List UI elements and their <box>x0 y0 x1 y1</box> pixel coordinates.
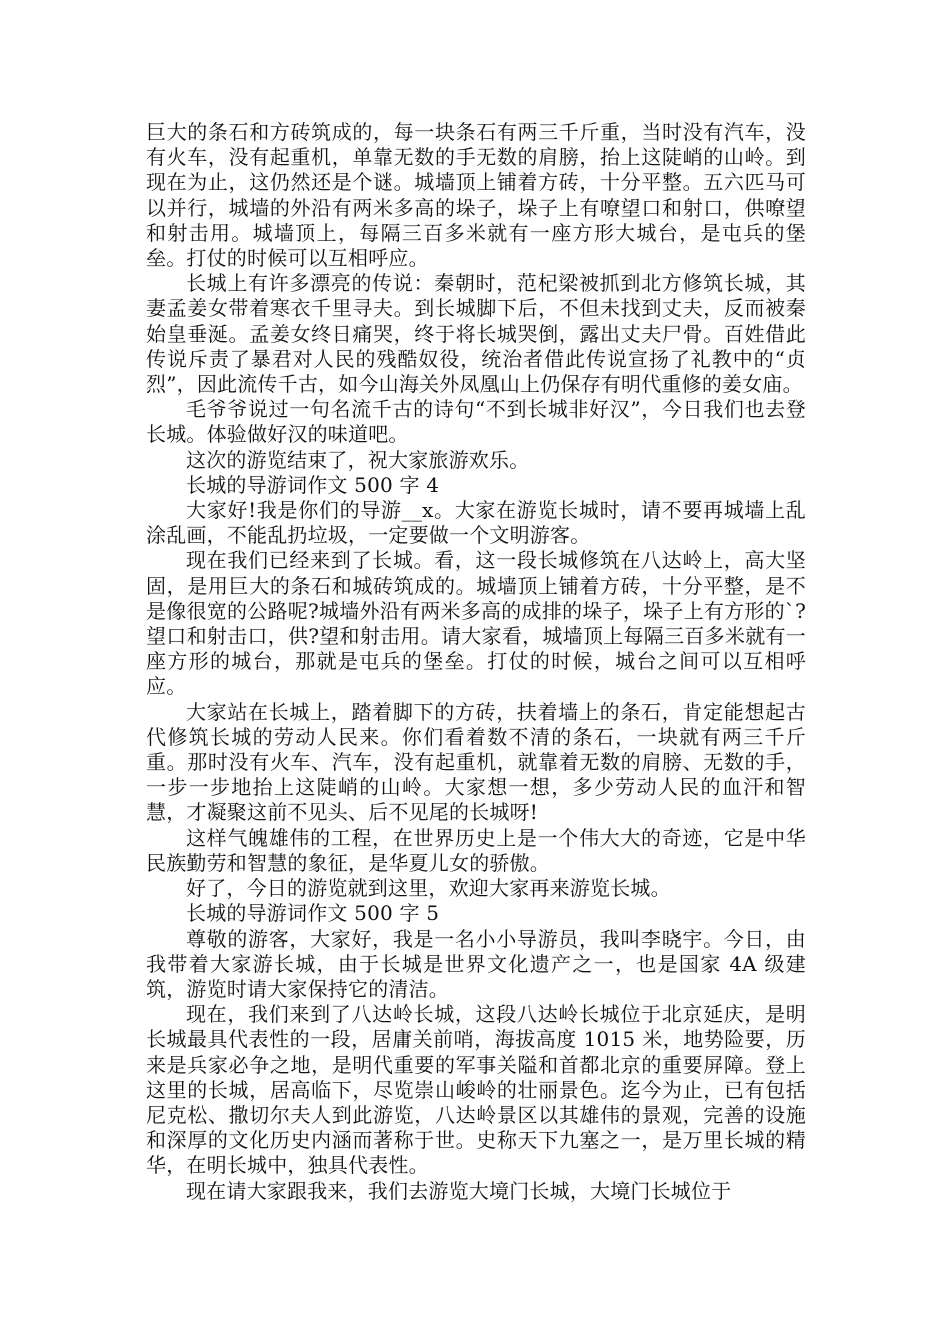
paragraph-10: 好了，今日的游览就到这里，欢迎大家再来游览长城。 <box>186 876 671 901</box>
paragraph-14: 现在请大家跟我来，我们去游览大境门长城，大境门长城位于 <box>186 1178 732 1203</box>
paragraph-9: 这样气魄雄伟的工程，在世界历史上是一个伟大大的奇迹，它是中华民族勤劳和智慧的象征，是华夏儿女的骄傲。 <box>146 825 806 875</box>
paragraph-13: 现在，我们来到了八达岭长城，这段八达岭长城位于北京延庆，是明长城最具代表性的一段，居庸关前哨，海拔高度 1015 米，地势险要，历来是兵家必争之地，是明代重要的军事关隘和首都北京的重要屏障。登上这里的长城，居高临下，尽览崇山峻岭的壮丽景色。迄今为止，已有包括尼克松、撒切尔夫人到此游览，八达岭景区以其雄伟的景观，完善的设施和深厚的文化历史内涵而著称于世。史称天下九塞之一，是万里长城的精华，在明长城中，独具代表性。 <box>146 1002 806 1178</box>
document-page <box>146 120 806 1204</box>
paragraph-8: 大家站在长城上，踏着脚下的方砖，扶着墙上的条石，肯定能想起古代修筑长城的劳动人民来。你们看着数不清的条石，一块就有两三千斤重。那时没有火车、汽车，没有起重机，就靠着无数的肩膀、无数的手，一步一步地抬上这陡峭的山岭。大家想一想，多少劳动人民的血汗和智慧，才凝聚这前不见头、后不见尾的长城呀! <box>146 699 806 825</box>
paragraph-4: 这次的游览结束了，祝大家旅游欢乐。 <box>186 447 530 472</box>
paragraph-3: 毛爷爷说过一句名流千古的诗句“不到长城非好汉”，今日我们也去登长城。体验做好汉的味道吧。 <box>146 397 806 447</box>
paragraph-12: 尊敬的游客，大家好，我是一名小小导游员，我叫李晓宇。今日，由我带着大家游长城，由于长城是世界文化遗产之一，也是国家 4A 级建筑，游览时请大家保持它的清洁。 <box>146 926 806 1001</box>
section-heading-4: 长城的导游词作文 500 字 4 <box>186 472 440 497</box>
paragraph-1: 巨大的条石和方砖筑成的，每一块条石有两三千斤重，当时没有汽车，没有火车，没有起重机，单靠无数的手无数的肩膀，抬上这陡峭的山岭。到现在为止，这仍然还是个谜。城墙顶上铺着方砖，十分平整。五六匹马可以并行，城墙的外沿有两米多高的垛子，垛子上有嘹望口和射口，供嘹望和射击用。城墙顶上，每隔三百多米就有一座方形大城台，是屯兵的堡垒。打仗的时候可以互相呼应。 <box>146 120 806 271</box>
paragraph-6: 大家好!我是你们的导游__x。大家在游览长城时，请不要再城墙上乱涂乱画，不能乱扔垃圾，一定要做一个文明游客。 <box>146 498 806 548</box>
paragraph-7: 现在我们已经来到了长城。看，这一段长城修筑在八达岭上，高大坚固，是用巨大的条石和城砖筑成的。城墙顶上铺着方砖，十分平整，是不是像很宽的公路呢?城墙外沿有两米多高的成排的垛子，垛子上有方形的`?望口和射击口，供?望和射击用。请大家看，城墙顶上每隔三百多米就有一座方形的城台，那就是屯兵的堡垒。打仗的时候，城台之间可以互相呼应。 <box>146 548 806 699</box>
paragraph-2: 长城上有许多漂亮的传说：秦朝时，范杞梁被抓到北方修筑长城，其妻孟姜女带着寒衣千里寻夫。到长城脚下后，不但未找到丈夫，反而被秦始皇垂涎。孟姜女终日痛哭，终于将长城哭倒，露出丈夫尸骨。百姓借此传说斥责了暴君对人民的残酷奴役，统治者借此传说宣扬了礼教中的“贞烈”，因此流传千古，如今山海关外凤凰山上仍保存有明代重修的姜女庙。 <box>146 271 806 397</box>
section-heading-5: 长城的导游词作文 500 字 5 <box>186 901 440 926</box>
